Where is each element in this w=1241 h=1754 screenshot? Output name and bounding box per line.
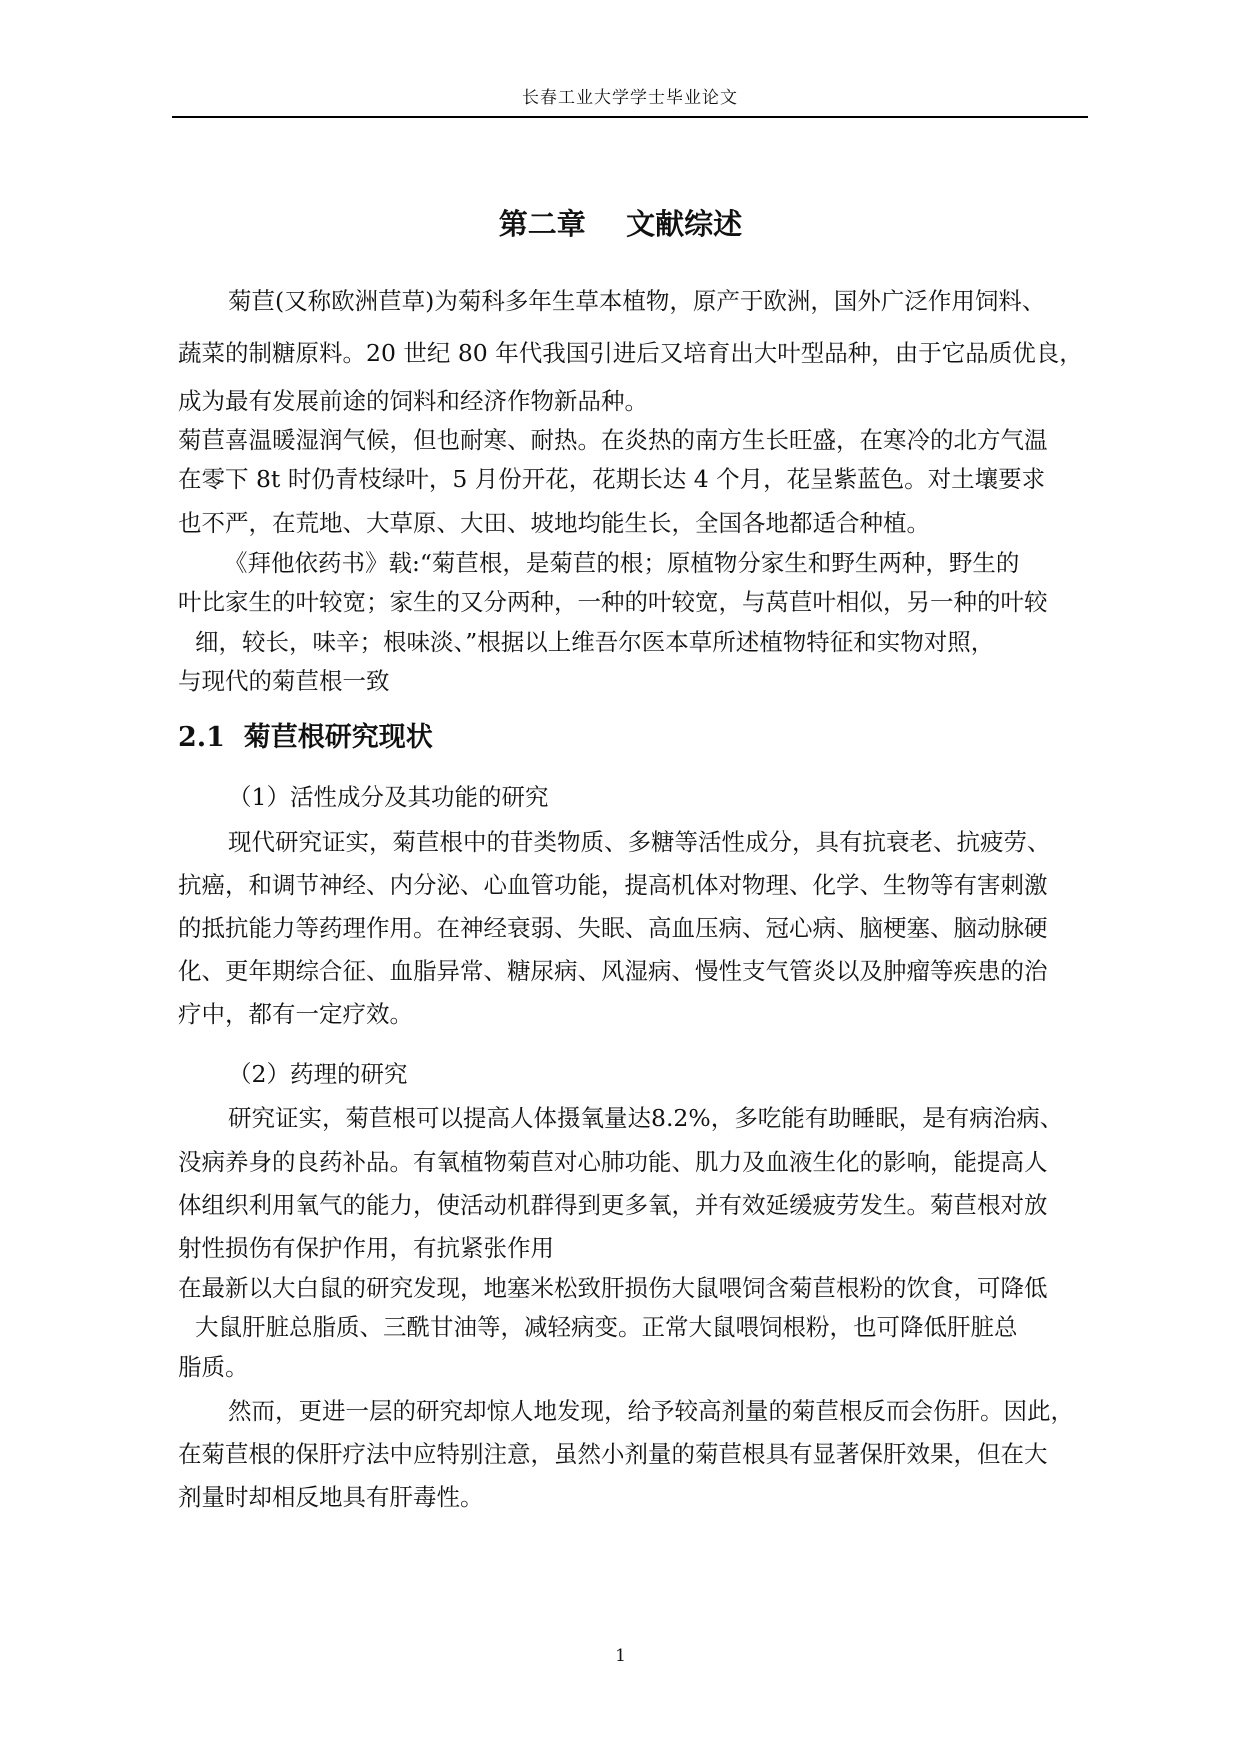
- paragraph-line: 在菊苣根的保肝疗法中应特别注意，虽然小剂量的菊苣根具有显著保肝效果，但在大: [178, 1440, 1048, 1468]
- paragraph-line: 在最新以大白鼠的研究发现，地塞米松致肝损伤大鼠喂饲含菊苣根粉的饮食，可降低: [178, 1274, 1048, 1302]
- subsection-heading: （1）活性成分及其功能的研究: [228, 783, 549, 811]
- paragraph-line: 脂质。: [178, 1353, 249, 1381]
- paragraph-line: 然而，更进一层的研究却惊人地发现，给予较高剂量的菊苣根反而会伤肝。因此，: [228, 1397, 1074, 1425]
- paragraph-line: 疗中，都有一定疗效。: [178, 1000, 413, 1028]
- paragraph-line: 菊苣喜温暖湿润气候，但也耐寒、耐热。在炎热的南方生长旺盛，在寒冷的北方气温: [178, 426, 1048, 454]
- running-header: 长春工业大学学士毕业论文: [172, 84, 1088, 118]
- paragraph-line: 剂量时却相反地具有肝毒性。: [178, 1483, 484, 1511]
- chapter-title: 第二章 文献综述: [498, 207, 743, 241]
- paragraph-line: 菊苣(又称欧洲苣草)为菊科多年生草本植物，原产于欧洲，国外广泛作用饲料、: [228, 287, 1046, 315]
- paragraph-line: 的抵抗能力等药理作用。在神经衰弱、失眠、高血压病、冠心病、脑梗塞、脑动脉硬: [178, 914, 1048, 942]
- paragraph-line: 体组织利用氧气的能力，使活动机群得到更多氧，并有效延缓疲劳发生。菊苣根对放: [178, 1191, 1048, 1219]
- paragraph-line: 《拜他依药书》载:“菊苣根，是菊苣的根；原植物分家生和野生两种，野生的: [224, 549, 1020, 577]
- paragraph-line: 没病养身的良药补品。有氧植物菊苣对心肺功能、肌力及血液生化的影响，能提高人: [178, 1148, 1048, 1176]
- paragraph-line: 细，较长，味辛；根味淡、”根据以上维吾尔医本草所述植物特征和实物对照，: [195, 628, 995, 656]
- paragraph-line: 大鼠肝脏总脂质、三酰甘油等，减轻病变。正常大鼠喂饲根粉，也可降低肝脏总: [195, 1313, 1018, 1341]
- subsection-heading: （2）药理的研究: [228, 1060, 408, 1088]
- paragraph-line: 成为最有发展前途的饲料和经济作物新品种。: [178, 387, 648, 415]
- paragraph-line: 射性损伤有保护作用，有抗紧张作用: [178, 1234, 554, 1262]
- page-number: 1: [615, 1646, 626, 1666]
- paragraph-line: 也不严，在荒地、大草原、大田、坡地均能生长，全国各地都适合种植。: [178, 509, 930, 537]
- paragraph-line: 蔬菜的制糖原料。20 世纪 80 年代我国引进后又培育出大叶型品种，由于它品质优良，: [178, 339, 1083, 367]
- paragraph-line: 现代研究证实，菊苣根中的苷类物质、多糖等活性成分，具有抗衰老、抗疲劳、: [228, 828, 1051, 856]
- paragraph-line: 与现代的菊苣根一致: [178, 667, 390, 695]
- paragraph-line: 化、更年期综合征、血脂异常、糖尿病、风湿病、慢性支气管炎以及肿瘤等疾患的治: [178, 957, 1048, 985]
- section-title: 2.1 菊苣根研究现状: [178, 722, 433, 753]
- paragraph-line: 叶比家生的叶较宽；家生的又分两种，一种的叶较宽，与莴苣叶相似，另一种的叶较: [178, 588, 1048, 616]
- paragraph-line: 在零下 8t 时仍青枝绿叶，5 月份开花，花期长达 4 个月，花呈紫蓝色。对土壤要求: [178, 465, 1046, 493]
- paragraph-line: 抗癌，和调节神经、内分泌、心血管功能，提高机体对物理、化学、生物等有害刺激: [178, 871, 1048, 899]
- paragraph-line: 研究证实，菊苣根可以提高人体摄氧量达8.2%，多吃能有助睡眠，是有病治病、: [228, 1104, 1064, 1132]
